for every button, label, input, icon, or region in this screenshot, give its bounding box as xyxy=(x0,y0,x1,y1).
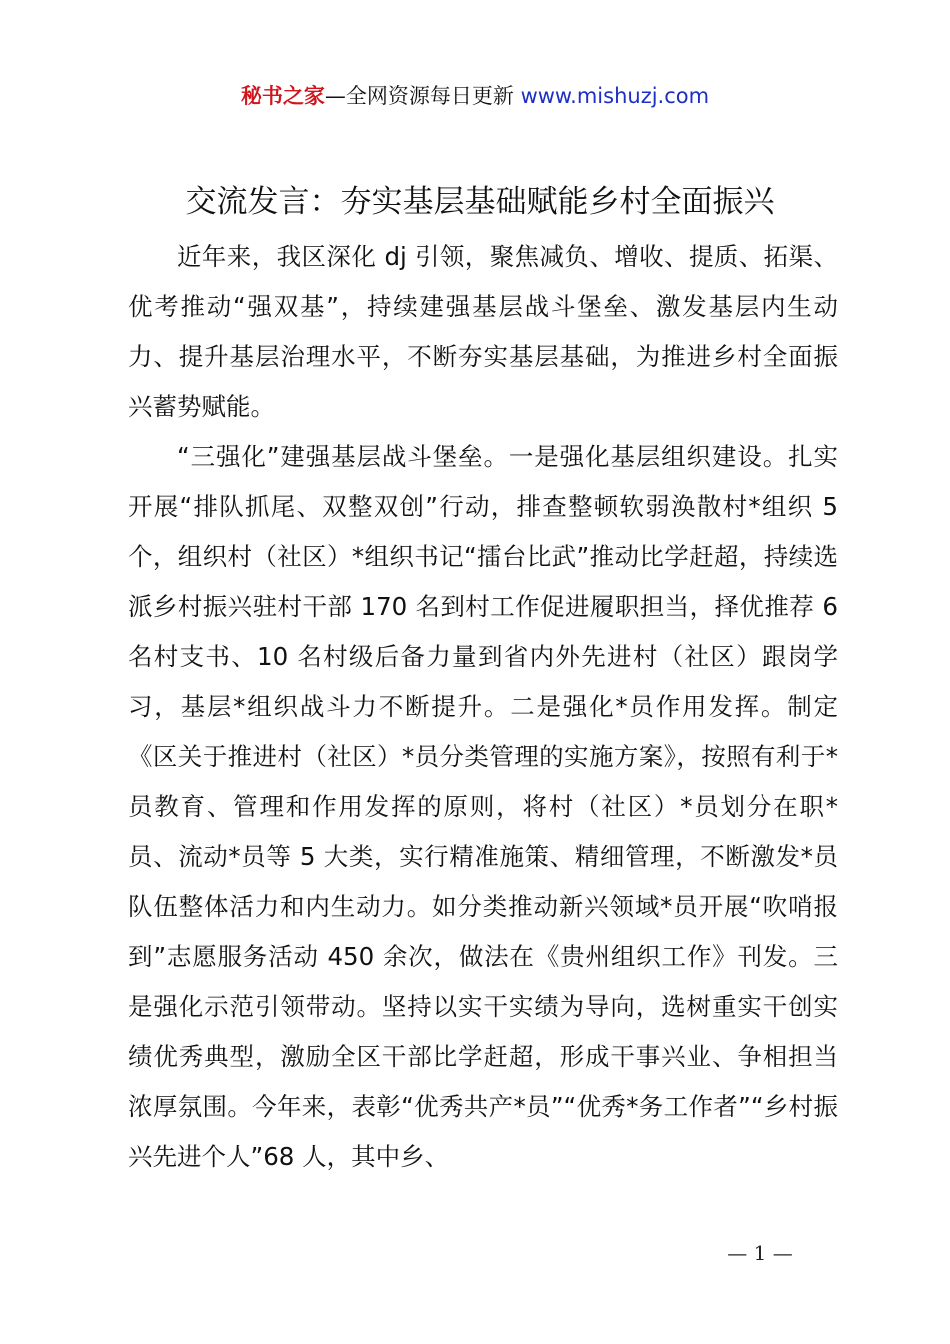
site-header xyxy=(0,80,950,112)
header-dash: — xyxy=(324,84,346,108)
paragraph-intro: 近年来，我区深化 dj 引领，聚焦减负、增收、提质、拓渠、优考推动“强双基”，持续建强基层战斗堡垒、激发基层内生动力、提升基层治理水平，不断夯实基层基础，为推进乡村全面振兴蓄势赋能。 xyxy=(128,242,838,421)
paragraph-three-strengthen: “三强化”建强基层战斗堡垒。一是强化基层组织建设。扎实开展“排队抓尾、双整双创”行动，排查整顿软弱涣散村*组织 5 个，组织村（社区）*组织书记“擂台比武”推动比学赶超，持续选派乡村振兴驻村干部 170 名到村工作促进履职担当，择优推荐 6 名村支书、10 名村级后备力量到省内外先进村（社区）跟岗学习，基层*组织战斗力不断提升。二是强化*员作用发挥。制定《区关于推进村（社区）*员分类管理的实施方案》，按照有利于*员教育、管理和作用发挥的原则，将村（社区）*员划分在职*员、流动*员等 5 大类，实行精准施策、精细管理，不断激发*员队伍整体活力和内生动力。如分类推动新兴领域*员开展“吹哨报到”志愿服务活动 450 余次，做法在《贵州组织工作》刊发。三是强化示范引领带动。坚持以实干实绩为导向，选树重实干创实绩优秀典型，激励全区干部比学赶超，形成干事兴业、争相担当浓厚氛围。今年来，表彰“优秀共产*员”“优秀*务工作者”“乡村振兴先进个人”68 人，其中乡、 xyxy=(128,442,838,1171)
page-number: — 1 — xyxy=(727,1241,793,1265)
site-url-link[interactable]: www.mishuzj.com xyxy=(520,84,710,108)
document-title: 交流发言：夯实基层基础赋能乡村全面振兴 xyxy=(185,184,775,220)
document-body xyxy=(128,232,838,1182)
header-tagline: 全网资源每日更新 xyxy=(345,84,514,108)
site-brand: 秘书之家 xyxy=(240,84,325,108)
